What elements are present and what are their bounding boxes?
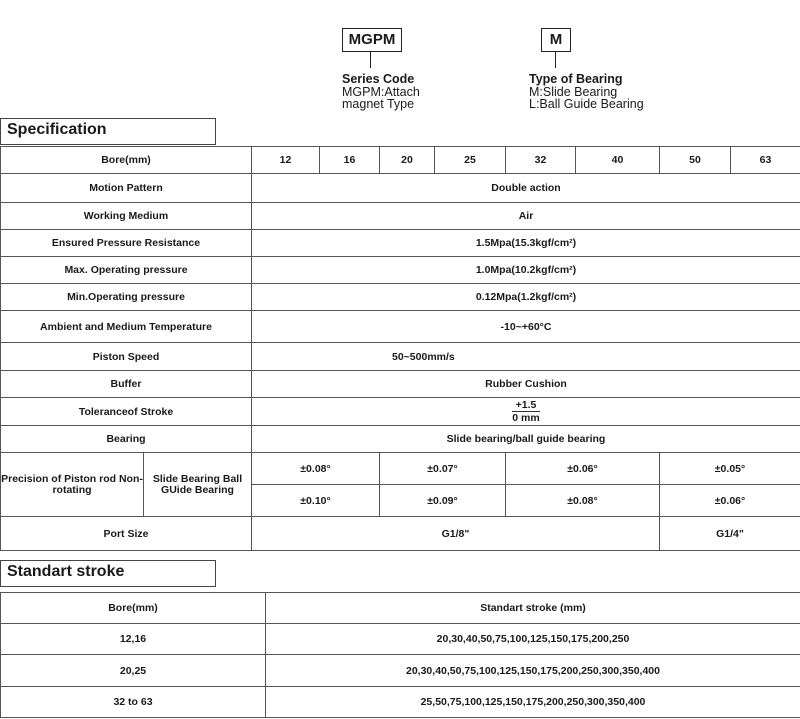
table-row bbox=[1, 655, 800, 687]
table-row bbox=[1, 453, 800, 485]
bore-value: 32 bbox=[506, 147, 576, 174]
precision-slide-value: ±0.06° bbox=[506, 453, 660, 485]
bearing-type-line: M:Slide Bearing bbox=[529, 84, 618, 99]
precision-ball-value: ±0.08° bbox=[506, 485, 660, 517]
stroke-col-bore: Bore(mm) bbox=[1, 593, 266, 624]
ensured-pressure-value: 1.5Mpa(15.3kgf/cm²) bbox=[252, 230, 800, 257]
precision-sub-label: Slide Bearing Ball GUide Bearing bbox=[144, 453, 252, 517]
temperature-label: Ambient and Medium Temperature bbox=[1, 311, 252, 343]
working-medium-label: Working Medium bbox=[1, 203, 252, 230]
table-row bbox=[1, 398, 800, 426]
motion-pattern-value: Double action bbox=[252, 174, 800, 203]
bearing-type-line: L:Ball Guide Bearing bbox=[529, 97, 644, 111]
table-row bbox=[1, 687, 800, 718]
tolerance-label: Toleranceof Stroke bbox=[1, 398, 252, 426]
temperature-value: -10~+60°C bbox=[252, 311, 800, 343]
table-row bbox=[1, 624, 800, 655]
specification-heading-box bbox=[0, 118, 216, 145]
stroke-values: 25,50,75,100,125,150,175,200,250,300,350,400 bbox=[266, 687, 800, 718]
series-code-line: MGPM:Attach bbox=[342, 84, 420, 99]
bore-value: 25 bbox=[435, 147, 506, 174]
stroke-heading: Standart stroke bbox=[7, 563, 125, 580]
table-row bbox=[1, 147, 800, 174]
precision-label: Precision of Piston rod Non-rotating bbox=[1, 453, 144, 517]
stroke-heading-box bbox=[0, 560, 216, 587]
min-pressure-value: 0.12Mpa(1.2kgf/cm²) bbox=[252, 284, 800, 311]
bore-value: 63 bbox=[731, 147, 800, 174]
table-row bbox=[1, 203, 800, 230]
tolerance-lower: 0 mm bbox=[512, 412, 540, 424]
stroke-col-stroke: Standart stroke (mm) bbox=[266, 593, 800, 624]
table-row bbox=[1, 343, 800, 371]
precision-ball-value: ±0.06° bbox=[660, 485, 800, 517]
bearing-label: Bearing bbox=[1, 426, 252, 453]
bearing-code-box: M bbox=[541, 28, 571, 52]
table-row bbox=[1, 593, 800, 624]
specification-table bbox=[0, 146, 800, 551]
table-row bbox=[1, 174, 800, 203]
buffer-label: Buffer bbox=[1, 371, 252, 398]
stroke-values: 20,30,40,50,75,100,125,150,175,200,250,300,350,400 bbox=[266, 655, 800, 687]
bore-value: 20 bbox=[380, 147, 435, 174]
specification-heading: Specification bbox=[7, 121, 107, 138]
stroke-bore: 20,25 bbox=[1, 655, 266, 687]
stroke-bore: 12,16 bbox=[1, 624, 266, 655]
ensured-pressure-label: Ensured Pressure Resistance bbox=[1, 230, 252, 257]
stroke-values: 20,30,40,50,75,100,125,150,175,200,250 bbox=[266, 624, 800, 655]
precision-ball-value: ±0.10° bbox=[252, 485, 380, 517]
table-row bbox=[1, 426, 800, 453]
series-code-title: Series Code bbox=[342, 72, 415, 86]
precision-slide-value: ±0.05° bbox=[660, 453, 800, 485]
tolerance-upper: +1.5 bbox=[512, 399, 541, 412]
port-size-small: G1/8" bbox=[252, 517, 660, 551]
table-row bbox=[1, 284, 800, 311]
bearing-type-legend bbox=[529, 73, 644, 111]
stroke-table bbox=[0, 592, 800, 718]
stroke-bore: 32 to 63 bbox=[1, 687, 266, 718]
buffer-value: Rubber Cushion bbox=[252, 371, 800, 398]
min-pressure-label: Min.Operating pressure bbox=[1, 284, 252, 311]
max-pressure-label: Max. Operating pressure bbox=[1, 257, 252, 284]
tolerance-fraction bbox=[512, 399, 541, 424]
working-medium-value: Air bbox=[252, 203, 800, 230]
piston-speed-value: 50~500mm/s bbox=[252, 343, 800, 371]
series-code-box: MGPM bbox=[342, 28, 402, 52]
series-code-line: magnet Type bbox=[342, 97, 415, 111]
bore-value: 50 bbox=[660, 147, 731, 174]
table-row bbox=[1, 311, 800, 343]
bore-value: 16 bbox=[320, 147, 380, 174]
precision-slide-value: ±0.08° bbox=[252, 453, 380, 485]
table-row bbox=[1, 517, 800, 551]
piston-speed-label: Piston Speed bbox=[1, 343, 252, 371]
max-pressure-value: 1.0Mpa(10.2kgf/cm²) bbox=[252, 257, 800, 284]
table-row bbox=[1, 230, 800, 257]
bearing-code-leader-line bbox=[555, 52, 556, 68]
port-size-large: G1/4" bbox=[660, 517, 800, 551]
table-row bbox=[1, 257, 800, 284]
precision-slide-value: ±0.07° bbox=[380, 453, 506, 485]
motion-pattern-label: Motion Pattern bbox=[1, 174, 252, 203]
bearing-type-title: Type of Bearing bbox=[529, 72, 623, 86]
table-row bbox=[1, 371, 800, 398]
bore-label: Bore(mm) bbox=[1, 147, 252, 174]
precision-ball-value: ±0.09° bbox=[380, 485, 506, 517]
bore-value: 40 bbox=[576, 147, 660, 174]
series-code-legend bbox=[342, 73, 420, 111]
tolerance-value bbox=[252, 398, 800, 426]
port-size-label: Port Size bbox=[1, 517, 252, 551]
series-code-leader-line bbox=[370, 52, 371, 68]
bearing-value: Slide bearing/ball guide bearing bbox=[252, 426, 800, 453]
bore-value: 12 bbox=[252, 147, 320, 174]
